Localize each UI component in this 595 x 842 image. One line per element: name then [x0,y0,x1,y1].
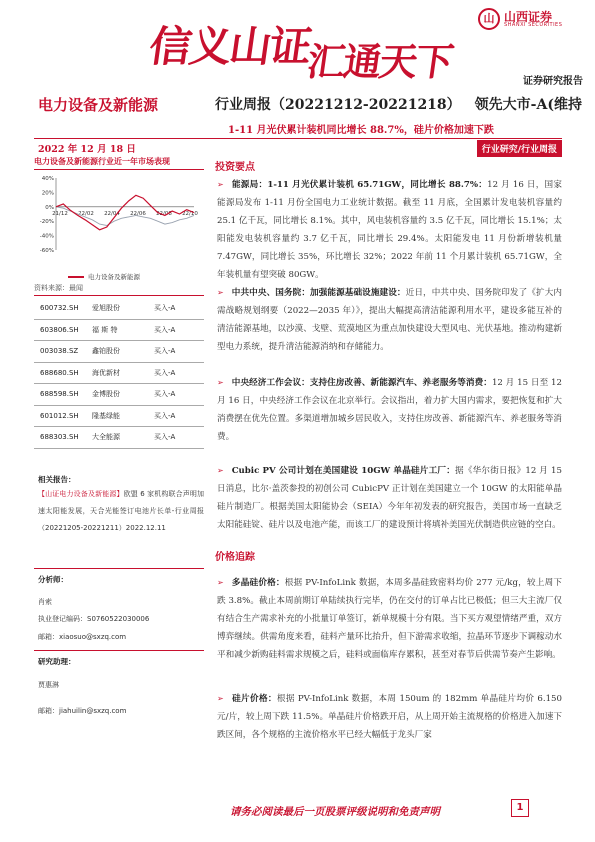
x-tick-label: 22/04 [104,210,120,217]
report-category-badge: 行业研究/行业周报 [477,140,562,157]
page-number: 1 [511,799,529,817]
summary-paragraph [217,374,562,446]
sector-name: 电力设备及新能源 [38,96,159,114]
company-logo [478,8,588,32]
paragraph-text: 近日，中共中央、国务院印发了《扩大内需战略规划纲要（2022—2035 年）》，提出大幅提高清洁能源利用水平，建设多能互补的清洁能源基地，以沙漠、戈壁、荒漠地区为重点加快建设大型风电、光伏基地。推动构建新型电力系统，提升清洁能源消纳和存储能力。 [217,288,562,352]
industry-rating: 领先大市-A(维持 [474,97,582,113]
stock-code: 688680.SH [40,368,79,377]
analyst-name: 肖索 [38,598,52,606]
summary-paragraph [217,176,562,284]
paragraph-lead: 中央经济工作会议：支持住房改善、新能源汽车、养老服务等消费： [231,378,492,388]
chart-svg [34,170,204,270]
paragraph-lead: Cubic PV 公司计划在美国建设 10GW 单晶硅片工厂： [231,466,456,476]
y-tick-label: 40% [41,176,54,182]
divider [34,568,204,569]
slogan-banner [146,14,458,84]
stock-rating: 买入-A [154,368,176,377]
arrow-bullet-icon: ➢ [217,466,224,475]
sidebar [34,156,204,286]
stock-code: 603806.SH [40,325,79,334]
x-tick-label: 22/02 [78,210,94,217]
y-tick-label: -60% [39,248,54,254]
slogan-part2: 汇通天下 [304,39,455,84]
table-row[interactable] [34,320,204,342]
summary-paragraph [217,284,562,356]
related-report-item[interactable] [38,486,204,537]
paragraph-text: 根据 PV-InfoLink 数据，本周 150um 的 182mm 单晶硅片均价 6.150 元/片，较上周下跌 11.5%。单晶硅片价格跌开启，从上周开始主流规格的价格进入加速下跌区间，各个规格的主流价格水平已经大幅低于龙头厂家 [217,694,562,740]
chart-title: 电力设备及新能源行业近一年市场表现 [34,156,204,170]
stock-rating: 买入-A [154,347,176,356]
y-tick-label: 20% [41,190,54,197]
stock-code: 688598.SH [40,390,79,399]
stock-name: 隆基绿能 [92,411,120,420]
stock-rating-table [34,298,204,449]
logo-en: SHANXI SECURITIES [504,22,563,28]
related-reports-heading: 相关报告： [38,475,76,484]
series-line-2 [56,207,194,226]
stock-rating: 买入-A [154,325,176,334]
slogan-part1: 信义山证 [146,22,314,71]
logo-cn: 山西证券 [504,10,553,24]
table-row[interactable] [34,341,204,363]
report-title [215,94,582,114]
arrow-bullet-icon: ➢ [217,694,224,703]
related-report-title: 【山证电力设备及新能源】 [38,490,124,498]
x-tick-label: 22/06 [130,210,146,217]
analyst-email[interactable]: 邮箱：xiaosuo@sxzq.com [38,633,127,641]
table-row[interactable] [34,298,204,320]
chart-legend [68,272,140,281]
x-tick-label: 21/12 [52,210,68,217]
divider [34,650,204,651]
legend-label: 电力设备及新能源 [88,273,140,281]
chart-source: 资料来源：最闻 [34,284,83,292]
summary-paragraph [217,462,562,534]
assistant-email[interactable]: 邮箱：jiahuilin@sxzq.com [38,707,127,715]
paragraph-lead: 硅片价格： [231,694,277,704]
report-title-text: 行业周报（20221212-20221218） [215,97,461,113]
arrow-bullet-icon: ➢ [217,180,224,189]
table-row[interactable] [34,427,204,449]
table-row[interactable] [34,406,204,428]
paragraph-text: 12 月 15 日至 12 月 16 日，中央经济工作会议在北京举行。会议指出，着力扩大国内需求，要把恢复和扩大消费摆在优先位置。多渠道增加城乡居民收入，支持住房改善、新能源汽车、养老服务等消费。 [217,378,562,442]
table-row[interactable] [34,363,204,385]
stock-code: 688303.SH [40,433,79,442]
table-row[interactable] [34,384,204,406]
analyst-cert: 执业登记编码：S0760522030006 [38,615,150,623]
y-tick-label: -20% [39,219,54,226]
stock-name: 鑫铂股份 [92,347,120,356]
shanxi-securities-seal-icon: 山 [478,8,500,30]
stock-code: 600732.SH [40,304,79,313]
arrow-bullet-icon: ➢ [217,578,224,587]
y-tick-label: -40% [39,233,54,240]
date-bar [34,138,562,154]
stock-rating: 买入-A [154,433,176,442]
divider [34,295,204,296]
y-tick-label: 0% [45,204,54,211]
stock-name: 福 斯 特 [92,325,118,334]
stock-name: 爱旭股份 [92,304,120,313]
stock-code: 601012.SH [40,411,79,420]
summary-paragraph [217,690,562,744]
price-heading: 价格追踪 [215,552,255,563]
arrow-bullet-icon: ➢ [217,288,224,297]
paragraph-lead: 多晶硅价格： [231,578,285,588]
paragraph-text: 据《华尔街日报》12 月 15 日消息，比尔·盖茨参投的初创公司 CubicPV 正计划在美国建立一个 10GW 的太阳能单晶硅片制造厂。根据美国太阳能协会（SEIA）今年年初发表的研究报告，美国市场一直缺乏太阳能硅锭、硅片以及电池产能，而该工厂的建设预计将填补美国光伏制造供应链的空白。 [217,466,562,530]
market-performance-chart [34,170,204,286]
stock-name: 金博股份 [92,390,120,399]
stock-name: 海优新材 [92,368,120,377]
report-subtitle: 1-11 月光伏累计装机同比增长 88.7%，硅片价格加速下跌 [228,125,494,136]
paragraph-text: 根据 PV-InfoLink 数据，本周多晶硅致密料均价 277 元/kg，较上周下跌 3.8%。截止本周前期订单陆续执行完毕，仍在交付的订单占比已极低；但三大主流厂仅有结合生产需求补充的小批量订单签订，新单规模十分有限。当下买方观望情绪严重，双方博弈继续。供需角度来看，硅料产量环比抬升，但下游需求收缩，拉晶环节逐步下调稼动水平和减少新购硅料需求规模之后，硅料或面临库存累积，甚至对春节后供需节奏产生影响。 [217,578,562,660]
legend-swatch [68,276,84,278]
disclaimer-notice: 请务必阅读最后一页股票评级说明和免责声明 [230,806,440,818]
paragraph-lead: 中共中央、国务院：加强能源基础设施建设： [231,288,406,298]
related-report-text: 欧盟 6 家机构联合声明加速太阳能发展，天合光能签订电池片长单-行业周报（20221205-20221211）2022.12.11 [38,490,205,532]
analyst-heading: 分析师： [38,575,68,584]
paragraph-text: 12 月 16 日，国家能源局发布 1-11 月份全国电力工业统计数据。截至 11 月底，全国累计发电装机容量约 25.1 亿千瓦，同比增长 8.1%。其中，风电装机容量约 3.5 亿千瓦，同比增长 15.1%；太阳能发电装机容量约 3.7 亿千瓦，同比增长 29.4%。太阳能发电 11 月份新增装机量 7.47GW，同比增长 35%，环比增长 32%；2022 年前 11 个月累计装机 65.71GW，全年装机量有望突破 80GW。 [217,180,562,280]
arrow-bullet-icon: ➢ [217,378,224,387]
stock-rating: 买入-A [154,411,176,420]
series-line-1 [56,195,194,230]
assistant-heading: 研究助理： [38,657,76,666]
investment-heading: 投资要点 [215,162,255,173]
paragraph-lead: 能源局：1-11 月光伏累计装机 65.71GW，同比增长 88.7%： [231,180,488,190]
summary-paragraph [217,574,562,664]
x-tick-label: 22/08 [156,210,172,217]
report-date: 2022 年 12 月 18 日 [38,144,136,155]
x-tick-label: 22/10 [182,210,198,217]
stock-name: 大全能源 [92,433,120,442]
stock-rating: 买入-A [154,390,176,399]
stock-code: 003038.SZ [40,347,79,356]
report-type-label: 证券研究报告 [523,76,583,87]
assistant-name: 贾惠淋 [38,681,59,689]
stock-rating: 买入-A [154,304,176,313]
